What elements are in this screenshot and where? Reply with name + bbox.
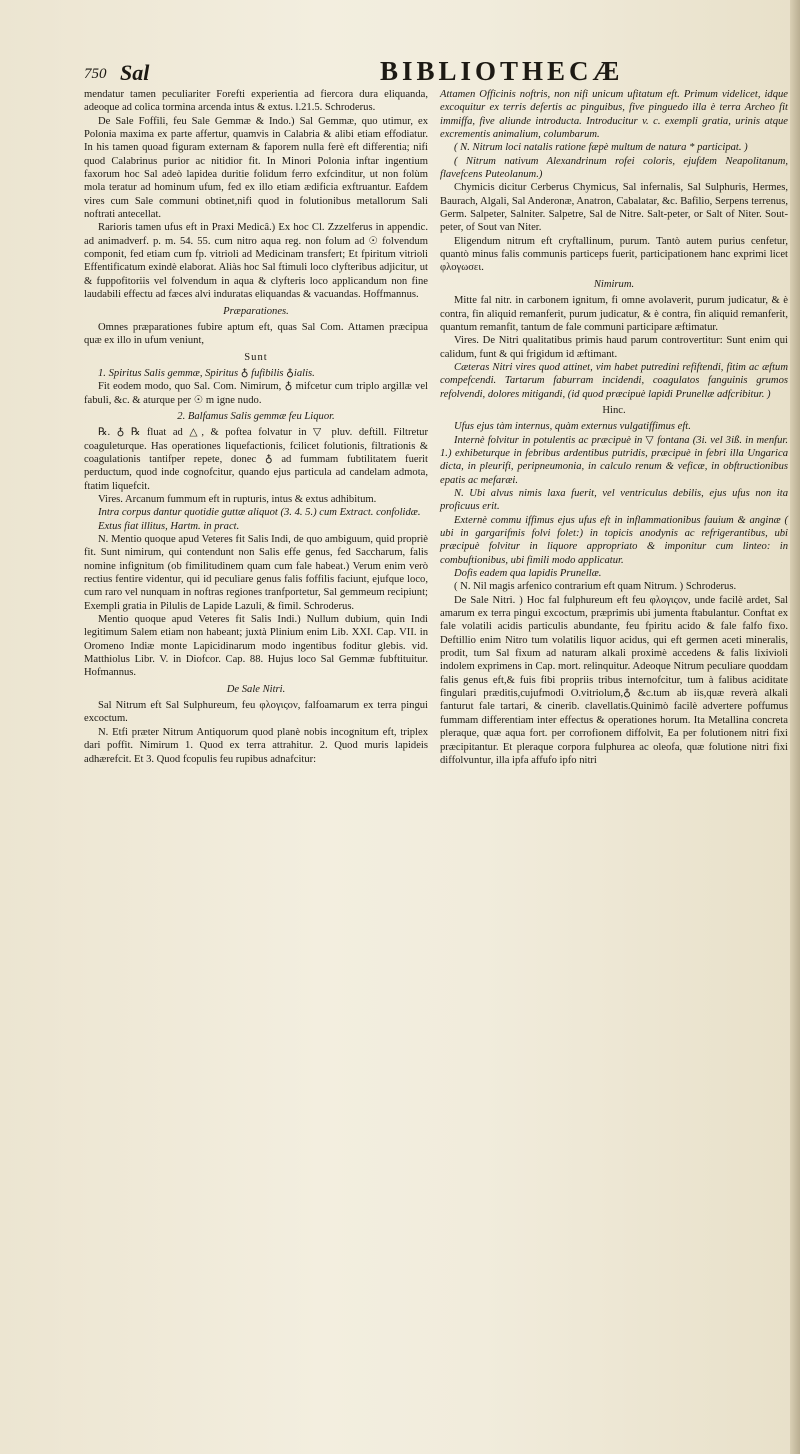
section-heading: De Sale Nitri.	[226, 683, 286, 695]
paragraph: Vires. De Nitri qualitatibus primis haud parum controvertitur: Sunt enim qui calidum, funt & qui frigidum id æftimant.	[440, 335, 788, 360]
paragraph: Intra corpus dantur quotidie guttæ aliquot (3. 4. 5.) cum Extract. confolidæ.	[98, 507, 421, 519]
paragraph: Internè folvitur in potulentis ac præcipuè in ▽ fontana (3i. vel 3iß. in menfur. 1.) exhibeturque in febribus ardentibus putridis, præcipuè in febri illa Ungarica dicta, in pleurifi, peripneumonia, in calculo renum & veficæ, in obftructionibus epatis ac mefaræi.	[440, 434, 788, 486]
paragraph: Eligendum nitrum eft cryftallinum, purum. Tantò autem purius cenfetur, quantò minus falis communis particeps fuerit, participationem hanc exprimi licet φλογωσει.	[440, 235, 788, 274]
paragraph: Ufus ejus tàm internus, quàm externus vulgatiffimus eft.	[454, 421, 691, 433]
paragraph: N. Ubi alvus nimis laxa fuerit, vel ventriculus debilis, ejus ufus non ita proficuus erit.	[440, 487, 788, 513]
running-title: BIBLIOTHECÆ	[380, 56, 624, 86]
section-heading: Nimirum.	[593, 278, 635, 290]
recipe-title: 1. Spiritus Salis gemmæ, Spiritus ♁ fufibilis ♁ialis.	[98, 367, 315, 379]
page-number: 750	[84, 66, 107, 82]
section-heading: Præparationes.	[223, 305, 289, 317]
paragraph: Rarioris tamen ufus eft in Praxi Medicâ.) Ex hoc Cl. Zzzelferus in appendic. ad animadverf. p. m. 54. 55. cum nitro aqua reg. non folum ad ☉ folvendum componit, fed etiam cum fp. vitrioli ad Medicinam transfert; Et fpiritum vitrioli Effentificatum exindè elaborat. Aliàs hoc Sal ftimuli loco clyfteribus adjicitur, ut & fuppofitoriis vel folvendum in aqua & clyfteris loco applicandum non fine laudabili effectu ad fæces alvi induratas eliquandas & vacuandas. Hoffmannus.	[84, 222, 428, 301]
paragraph: Chymicis dicitur Cerberus Chymicus, Sal infernalis, Sal Sulphuris, Hermes, Baurach, Algali, Sal Anderonæ, Anatron, Cabalatar, &c. Bafilio, Serpens terrenus, Germ. Salpeter, Salniter. Salpetre, Sal de Nitre. Salt-peter, or Salt of Niter. Sout-peter, of Sout van Niter.	[440, 182, 788, 234]
paragraph: Sal Nitrum eft Sal Sulphureum, feu φλογιςον, falfoamarum ex terra pingui excoctum.	[84, 700, 428, 725]
paragraph: Dofis eadem qua lapidis Prunellæ.	[454, 568, 602, 580]
paragraph: Cæteras Nitri vires quod attinet, vim habet putredini refiftendi, fitim ac æftum compefcendi. Tartarum faburram incidendi, coagulatos fanguinis grumos refolvendi, dolores mitigandi, (id quod præcipuè lapidi Prunellæ adfcribitur. )	[440, 361, 788, 400]
paragraph: Fit eodem modo, quo Sal. Com. Nimirum, ♁ mifcetur cum triplo argillæ vel fabuli, &c. & aturque per ☉ m igne nudo.	[84, 381, 428, 406]
section-heading: Sunt	[244, 351, 268, 363]
left-column	[84, 88, 428, 766]
recipe-title: 2. Balfamus Salis gemmæ feu Liquor.	[177, 410, 335, 422]
paragraph: Externè commu iffimus ejus ufus eft in inflammationibus fauium & anginæ ( ubi in gargarifmis folvi folet:) in topicis anodynis ac refrigerantibus, ubi præcipuè folvitur in liquore appropriato & imponitur cum linteo: in combuftionibus, ubi fimili modo applicatur.	[440, 514, 788, 566]
paragraph: Mitte fal nitr. in carbonem ignitum, fi omne avolaverit, purum judicatur, & è contra, fin aliquid remanferit, purum judicatur, & è contra, fin aliquid remanferit, quantum remanfit, tantum de fale communi participare æftimatur.	[440, 295, 788, 333]
paragraph: Mentio quoque apud Veteres fit Salis Indi.) Nullum dubium, quin Indi legitimum Salem etiam non habeant; juxtà Plinium enim Lib. XXI. Cap. VII. in Oromeno Indiæ monte Lapicidinarum modo ingentibus foditur glebis. vid. Matthiolus Libr. V. in Diofcor. Cap. 88. Hujus loco Sal Gemmæ fubftituitur. Hofmannus.	[84, 614, 428, 679]
right-column	[440, 88, 788, 767]
paragraph: N. Etfi præter Nitrum Antiquorum quod planè nobis incognitum eft, triplex dari poffit. Nimirum 1. Quod ex terra attrahitur. 2. Quod muris lapideis adhærefcit. Et 3. Quod fcopulis feu rupibus adnafcitur:	[84, 726, 428, 765]
paragraph: Extus fiat illitus, Hartm. in pract.	[98, 520, 240, 532]
page-header	[84, 56, 790, 86]
paragraph: mendatur tamen peculiariter Forefti experientia ad fiercora dura eliquanda, adeoque ad colica tormina arcenda intus & extus. l.21.5. Schroderus.	[84, 89, 428, 114]
section-heading: Hinc.	[602, 404, 626, 416]
paragraph: De Sale Nitri. ) Hoc fal fulphureum eft feu φλογιςον, unde facilè ardet, Sal amarum ex terra pingui excoctum, præprimis ubi jumenta ftabulantur. Conftat ex fale volatili acidis particulis abundante, feu fpiritu acido & fale falfo fixo. Deftillio enim Nitro tum volatilis liquor acidus, qui eft germen aceti mineralis, prodit, tum Sal fixum ad naturam alkali proximè accedens & falis lixivioli indolem exprimens in Cap. mort. relinquitur. Adeoque Nitrum peculiare quoddam falis genus eft,& fuis fibi propriis tribus internofcitur, tum à falibus aciditate fingulari præditis,cujufmodi O.vitriolum,♁ &c.tum ab iis,quæ reverà alkali fanturut fale tartari, & cinerib. clavellatis.Quinimò facilè advertere poffumus fummam differentiam inter effectus & operationes horum. Ita Metallina concreta pleraque, quæ aqua fort. per corrofionem diffolvit, Ea per folutionem nitri fixi præcipitantur. Et pleraque corpora fulphurea ac oleofa, quæ folutione nitri fixi diffolvuntur, illa ipfa affufo ipfo nitri	[440, 594, 788, 766]
paragraph: ( Nitrum nativum Alexandrinum rofei coloris, ejufdem Neapolitanum, flavefcens Puteolanum.)	[440, 155, 788, 181]
paragraph: Attamen Officinis noftris, non nifi unicum ufitatum eft. Primum videlicet, idque excoquitur ex terris defertis ac pinguibus, five pinguedo illa è terra Archeo fit immiffa, five aliunde introducta. Introducitur v. c. exempli gratia, urinis atque excrementis animalium, columbarum.	[440, 89, 788, 141]
paragraph: Vires. Arcanum fummum eft in rupturis, intus & extus adhibitum.	[98, 493, 377, 505]
paragraph: N. Mentio quoque apud Veteres fit Salis Indi, de quo ambiguum, quid propriè fit. Sunt nimirum, qui contendunt non Salis effe genus, fed Saccharum, falis nomine infignitum (ob fimilitudinem quam cum fale habeat.) Verum enim verò rectius fentire videntur, qui id peculiare genus falis foffilis faciunt, ejufque loco, cum raro vel nunquam in noftras regiones tranfportetur, Sal gemmeum recipiunt; Exempli gratia in Pilulis de Lapide Lazuli, & fimil. Schroderus.	[84, 534, 428, 612]
page-edge	[790, 0, 800, 1454]
paragraph: ( N. Nitrum loci natalis ratione fæpè multum de natura * participat. )	[454, 142, 748, 154]
paragraph: Omnes præparationes fubire aptum eft, quas Sal Com. Attamen præcipua quæ ex illo in ufum veniunt,	[84, 321, 428, 347]
paragraph: De Sale Foffili, feu Sale Gemmæ & Indo.) Sal Gemmæ, quo utimur, ex Polonia maxima ex parte affertur, quamvis in Calabria & alibi etiam effodiatur. In his tamen quoad figuram externam & faporem nulla ferè eft differentia; nifi quod Calabrinus purior ac nitidior fit. In Minori Polonia inftar ingentium faxorum hoc Sal adeò lapidea duritie folidum ferro exfcinditur, ut non folùm mola teratur ad hominum ufum, fed ex illo etiam ædificia exftruantur. Eafdem vires cum Sale communi obtinet,nifi quod in folutionibus metallorum Sali noftrati antecellat.	[84, 115, 428, 221]
running-head-left: Sal	[120, 60, 150, 85]
paragraph: ( N. Nil magis arfenico contrarium eft quam Nitrum. ) Schroderus.	[454, 581, 737, 593]
paragraph: ℞. ♁ ℞ fluat ad △, & poftea folvatur in ▽ pluv. deftill. Filtretur coaguleturque. Has operationes liquefactionis, fcilicet folutionis, filtrationis & coagulationis tantifper repete, donec ♁ ad fummam fubtilitatem fuerit perductum, quod inde cognofcitur, quando ejus particula ad candelam admota, ftatim liquefcit.	[84, 427, 428, 492]
